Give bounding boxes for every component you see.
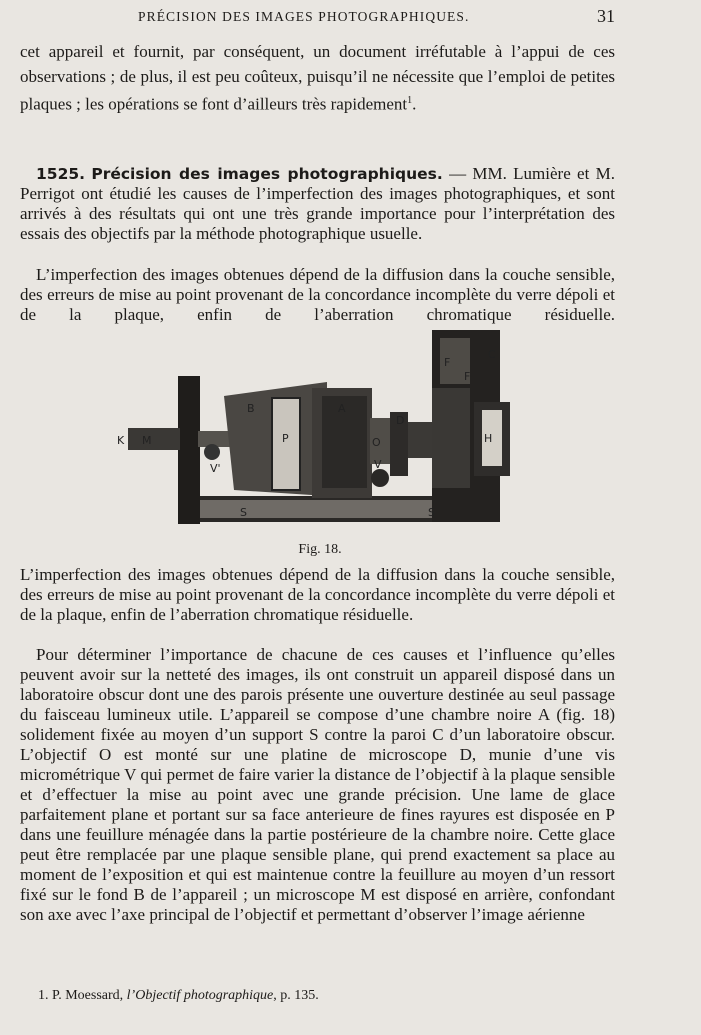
label-f-lower: F bbox=[464, 370, 471, 383]
section-title: Précision des images photographiques. bbox=[91, 165, 443, 183]
label-s-left: S bbox=[240, 506, 247, 519]
label-k: K bbox=[117, 434, 125, 447]
section-number: 1525. bbox=[36, 165, 86, 183]
label-c: C bbox=[488, 348, 496, 361]
label-m: M bbox=[142, 434, 152, 447]
label-v: V bbox=[374, 458, 382, 471]
paragraph-imperfection-end: L’imperfection des images obtenues dépend de la diffusion dans la couche sensible, des erreurs de mise au point provenant de la concordance incomplète du verre dépoli et de la plaque, enfin de l’aberration chromatique résiduelle. bbox=[20, 565, 615, 624]
label-b: B bbox=[247, 402, 255, 415]
paragraph-apparatus: Pour déterminer l’importance de chacune de ces causes et l’influence qu’elles peuvent avoir sur la netteté des images, ils ont construit un appareil disposé dans un laboratoire obscur dont une des parois présente une ouverture destinée au seul passage du faisceau lumineux utile. L’appareil se compose d’une chambre noire A (fig. 18) solidement fixée au moyen d’un support S contre la paroi C d’un laboratoire obscur. L’objectif O est monté sur une platine de microscope D, munie d’une vis micrométrique V qui permet de faire varier la distance de l’objectif à la plaque sensible et d’effectuer la mise au point avec une grande précision. Une lame de glace parfaitement plane et portant sur sa face anterieure de fines rayures est disposée en P dans une feuillure ménagée dans la partie postérieure de la chambre noire. Cette glace peut être remplacée par une plaque sensible plane, qui prend exactement sa place au moment de l’exposition et qui est maintenue contre la feuillure au moyen d’un ressort fixé sur le fond B de l’appareil ; un microscope M est disposé en arrière, confondant son axe avec l’axe principal de l’objectif et permettant d’observer l’image aérienne bbox=[20, 645, 615, 924]
paragraph-intro: cet appareil et fournit, par conséquent, un document irréfutable à l’appui de ces observations ; de plus, il est peu coûteux, puisqu’il ne nécessite que l’emploi de petites plaques ; les opérations se font d’ailleurs très rapidement$^1$. bbox=[20, 42, 615, 114]
footnote-ref: 1 bbox=[407, 95, 413, 106]
label-o: O bbox=[372, 436, 381, 449]
figure-caption: Fig. 18. bbox=[298, 542, 342, 557]
label-s-right: S bbox=[428, 506, 435, 519]
running-title: PRÉCISION DES IMAGES PHOTOGRAPHIQUES. bbox=[138, 9, 470, 24]
camera-apparatus-figure bbox=[112, 318, 532, 534]
label-d: D bbox=[396, 414, 405, 427]
paragraph-section-1525: 1525. Précision des images photographiques. — MM. Lumière et M. Perrigot ont étudié les causes de l’imperfection des images photographiques, et sont arrivés à des résultats qui ont une très grande importance pour l’interprétation des essais des objectifs par la méthode photographique usuelle. bbox=[20, 164, 615, 243]
label-p: P bbox=[282, 432, 289, 445]
paragraph-imperfection-start: L’imperfection des images obtenues dépend de la diffusion dans la couche sensible, des erreurs de mise au point provenant de la concordance incomplète du verre dépoli et de la plaque, enfin de l’aberration chromatique résiduelle. bbox=[20, 265, 615, 324]
label-a: A bbox=[338, 402, 346, 415]
page-number: 31 bbox=[597, 6, 615, 26]
label-f-upper: F bbox=[444, 356, 451, 369]
footnote: 1. P. Moessard, l’Objectif photographique, p. 135. bbox=[38, 988, 319, 1003]
label-h: H bbox=[484, 432, 493, 445]
label-v-prime: V' bbox=[210, 462, 221, 475]
